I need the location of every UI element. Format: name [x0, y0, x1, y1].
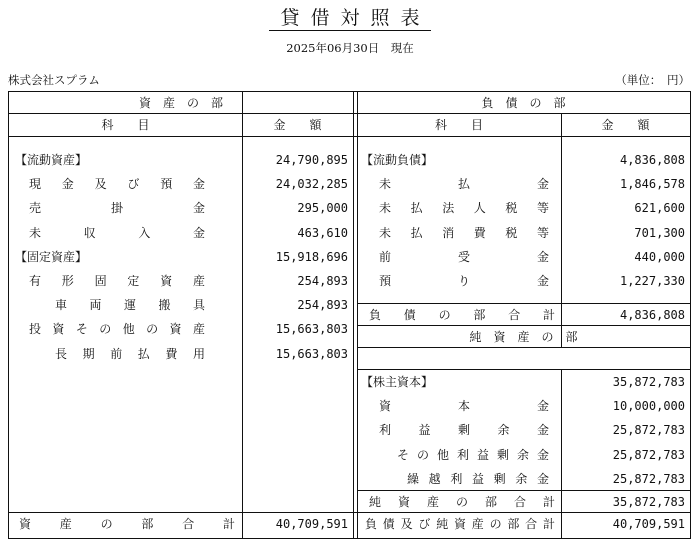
row-label: 売掛金: [29, 201, 205, 216]
row-amount: 254,893: [297, 274, 348, 288]
row-amount: 24,032,285: [275, 177, 348, 192]
row-label: 【株主資本】: [361, 375, 434, 389]
row-amount: 621,600: [634, 201, 685, 216]
divider: [357, 92, 358, 538]
row-label: 長期前払費用: [55, 346, 205, 361]
liab-net-total-amount: 40,709,591: [612, 517, 685, 531]
liab-net-total-label: 負債及び純資産の部合計: [365, 517, 555, 531]
row-amount: 25,872,783: [612, 447, 685, 462]
row-label: 【流動資産】: [15, 153, 88, 167]
row-label: 車両運搬具: [55, 298, 205, 313]
row-amount: 10,000,000: [612, 399, 685, 414]
row-label: 預り金: [379, 274, 549, 288]
report-date: 2025年06月30日 現在: [286, 41, 414, 55]
row-amount: 15,663,803: [275, 346, 348, 361]
divider: [9, 136, 690, 137]
row-label: 利益剰余金: [379, 423, 549, 438]
row-label: その他利益剰余金: [397, 447, 549, 462]
assets-amount-header: 金 額: [273, 118, 322, 132]
net-assets-total-label: 純資産の部合計: [369, 495, 555, 509]
net-assets-section-header: 純 資 産 の 部: [469, 330, 578, 344]
row-amount: 254,893: [297, 298, 348, 313]
row-label: 未払法人税等: [379, 201, 549, 216]
row-label: 【固定資産】: [15, 249, 88, 264]
row-label: 【流動負債】: [361, 153, 434, 167]
liabilities-item-header: 科 目: [434, 118, 483, 132]
liabilities-total-label: 負債の部合計: [369, 308, 555, 322]
row-label: 資本金: [379, 399, 549, 414]
row-label: 有形固定資産: [29, 274, 205, 288]
row-amount: 15,918,696: [275, 249, 348, 264]
row-amount: 15,663,803: [275, 322, 348, 337]
row-label: 未払金: [379, 177, 549, 192]
assets-total-amount: 40,709,591: [275, 517, 348, 531]
divider: [353, 92, 354, 538]
assets-section-header: 資 産 の 部: [138, 96, 223, 110]
net-assets-total-amount: 35,872,783: [612, 495, 685, 509]
row-label: 繰越利益剰余金: [407, 471, 549, 486]
row-label: 未収入金: [29, 225, 205, 240]
row-amount: 35,872,783: [612, 375, 685, 389]
row-label: 投資その他の資産: [29, 322, 205, 337]
page-title: 貸借対照表: [0, 3, 700, 30]
row-amount: 25,872,783: [612, 423, 685, 438]
liabilities-total-amount: 4,836,808: [619, 308, 685, 322]
row-amount: 440,000: [634, 249, 685, 264]
balance-sheet-table: [8, 91, 691, 539]
assets-item-header: 科 目: [101, 118, 150, 132]
company-name: 株式会社スプラム: [8, 73, 100, 87]
row-label: 未払消費税等: [379, 225, 549, 240]
row-amount: 1,846,578: [619, 177, 685, 192]
row-amount: 25,872,783: [612, 471, 685, 486]
row-amount: 4,836,808: [619, 153, 685, 167]
row-amount: 701,300: [634, 225, 685, 240]
row-amount: 295,000: [297, 201, 348, 216]
divider: [357, 369, 690, 370]
row-amount: 1,227,330: [619, 274, 685, 288]
row-label: 現金及び預金: [29, 177, 205, 192]
row-amount: 463,610: [297, 225, 348, 240]
assets-total-label: 資産の部合計: [19, 517, 235, 531]
unit-label: （単位： 円）: [615, 73, 690, 87]
liabilities-amount-header: 金 額: [601, 118, 650, 132]
liabilities-section-header: 負 債 の 部: [481, 96, 566, 110]
row-amount: 24,790,895: [275, 153, 348, 167]
row-label: 前受金: [379, 249, 549, 264]
